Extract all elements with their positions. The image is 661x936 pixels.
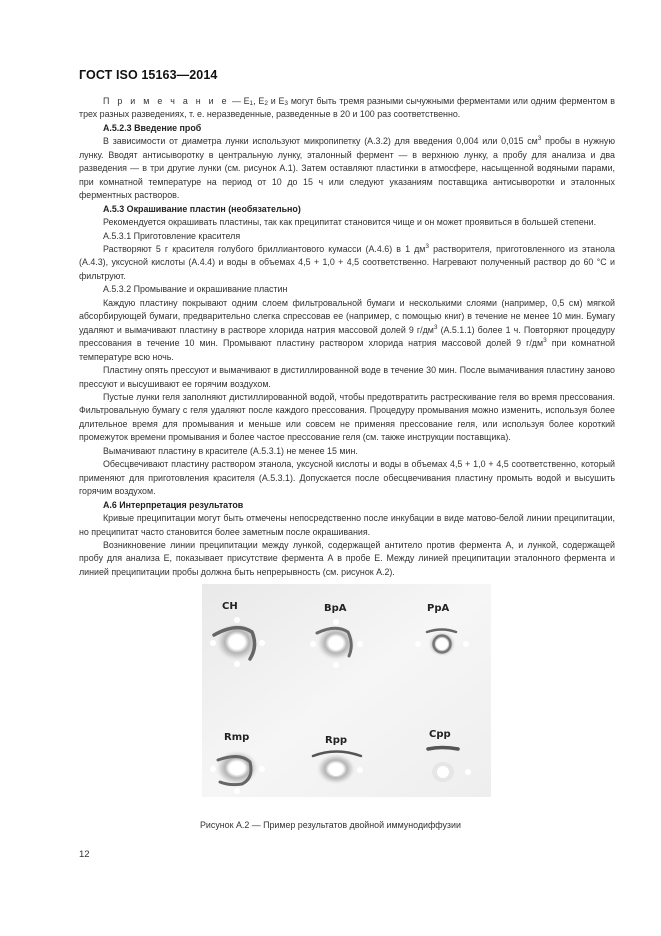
paragraph: Растворяют 5 г красителя голубого бриллиантового кумасси (А.4.6) в 1 $дм^3$ растворителя, приготовленного из этанола (А.4.3), уксусной кислоты (А.4.4) и воды в объемах 4,5 + 1,0 + 4,5 соответственно. Нагревают полученный раствор до 60 °С и фильтруют. [79,242,615,281]
paragraph: Вымачивают пластину в красителе (А.5.3.1) не менее 15 мин. [103,445,358,456]
paragraph: Кривые преципитации могут быть отмечены непосредственно после инкубации в виде матово-белой линии преципитации, но преципитат часто становится более заметным после окрашивания. [79,513,615,537]
immunodiffusion-photo [202,584,491,797]
section-heading-a53: А.5.3 Окрашивание пластин (необязательно) [103,203,301,214]
paragraph: Рекомендуется окрашивать пластины, так как преципитат становится чище и он может проявиться в большей степени. [103,217,597,228]
paragraph: В зависимости от диаметра лунки используют микропипетку (А.3.2) для введения 0,004 или 0,015 $см^3$ пробы в нужную лунку. Вводят антисыворотку в центральную лунку, эталонный фермент — в верхнюю лунку, а пробу для анализа и два разведения — в три другие лунки (см. рисунок А.1). Затем оставляют пластинки в атмосфере, насыщенной водяными парами, при комнатной температуре на период от 10 до 15 ч или следуют указаниям поставщика антисыворотки и эталонных ферментных растворов. [79,135,615,201]
document-header: ГОСТ ISO 15163—2014 [79,68,218,82]
figure-label-rmp: Rmp [224,732,250,743]
figure-label-rpp: Rpp [325,735,348,746]
figure-caption: Рисунок А.2 — Пример результатов двойной иммунодиффузии [200,820,461,830]
subsection-heading-a531: А.5.3.1 Приготовление красителя [103,230,241,241]
figure-label-ppa: PpA [427,603,450,614]
subsection-heading-a532: А.5.3.2 Промывание и окрашивание пластин [103,284,288,295]
paragraph: Пустые лунки геля заполняют дистиллированной водой, чтобы предотвратить растрескивание геля во время прессования. Фильтровальную бумагу с геля удаляют после каждого прессования. Процедуру промывания можно изменить, используя более длительное время для промывания и меньше или совсем не применяя прессование геля, или используя более короткий промежуток времени промывания и более частое прессование геля (см. также инструкции поставщика). [79,391,615,443]
note-paragraph: П р и м е ч а н и е — $E_1$, $E_2$ и $E_3$ могут быть тремя разными сычужными ферментами или одним ферментом в трех разных разведениях, т. е. неразведенные, разведенные в 20 и 100 раз соответственно. [79,96,615,120]
paragraph: Обесцвечивают пластину раствором этанола, уксусной кислоты и воды в объемах 4,5 + 1,0 + 4,5 соответственно, который применяют для приготовления красителя (А.5.3.1). Допускается после обесцвечивания пластину промыть водой и высушить горячим воздухом. [79,459,615,497]
paragraph: Возникновение линии преципитации между лункой, содержащей антитело против фермента А, и лункой, содержащей пробу для анализа Е, показывает присутствие фермента А в пробе Е. Между линией преципитации эталонного фермента и линией преципитации пробы должна быть непрерывность (см. рисунок А.2). [79,539,615,577]
page-number: 12 [79,849,90,860]
section-heading-a523: А.5.2.3 Введение проб [103,122,202,133]
figure-label-cpp: Cpp [429,729,451,740]
figure-label-ch: CH [222,601,238,612]
paragraph: Каждую пластину покрывают одним слоем фильтровальной бумаги и несколькими слоями (например, 0,5 см) мягкой абсорбирующей бумаги, предварительно слегка спрессовав ее (например, с помощью книг) в течение не менее 10 мин. Бумагу удаляют и вымачивают пластину в растворе хлорида натрия массовой долей 9 $г/дм^3$ (А.5.1.1) более 1 ч. Повторяют процедуру прессования в течение 10 мин. Промывают пластину раствором хлорида натрия массовой долей 9 $г/дм^3$ при комнатной температуре всю ночь. [79,297,616,362]
note-label: П р и м е ч а н и е [103,96,230,106]
document-body [79,95,615,579]
paragraph: Пластину опять прессуют и вымачивают в дистиллированной воде в течение 30 мин. После вымачивания пластину заново прессуют и высушивают ее горячим воздухом. [79,365,615,389]
section-heading-a6: А.6 Интерпретация результатов [103,499,244,510]
figure-label-bpa: BpA [324,603,347,614]
